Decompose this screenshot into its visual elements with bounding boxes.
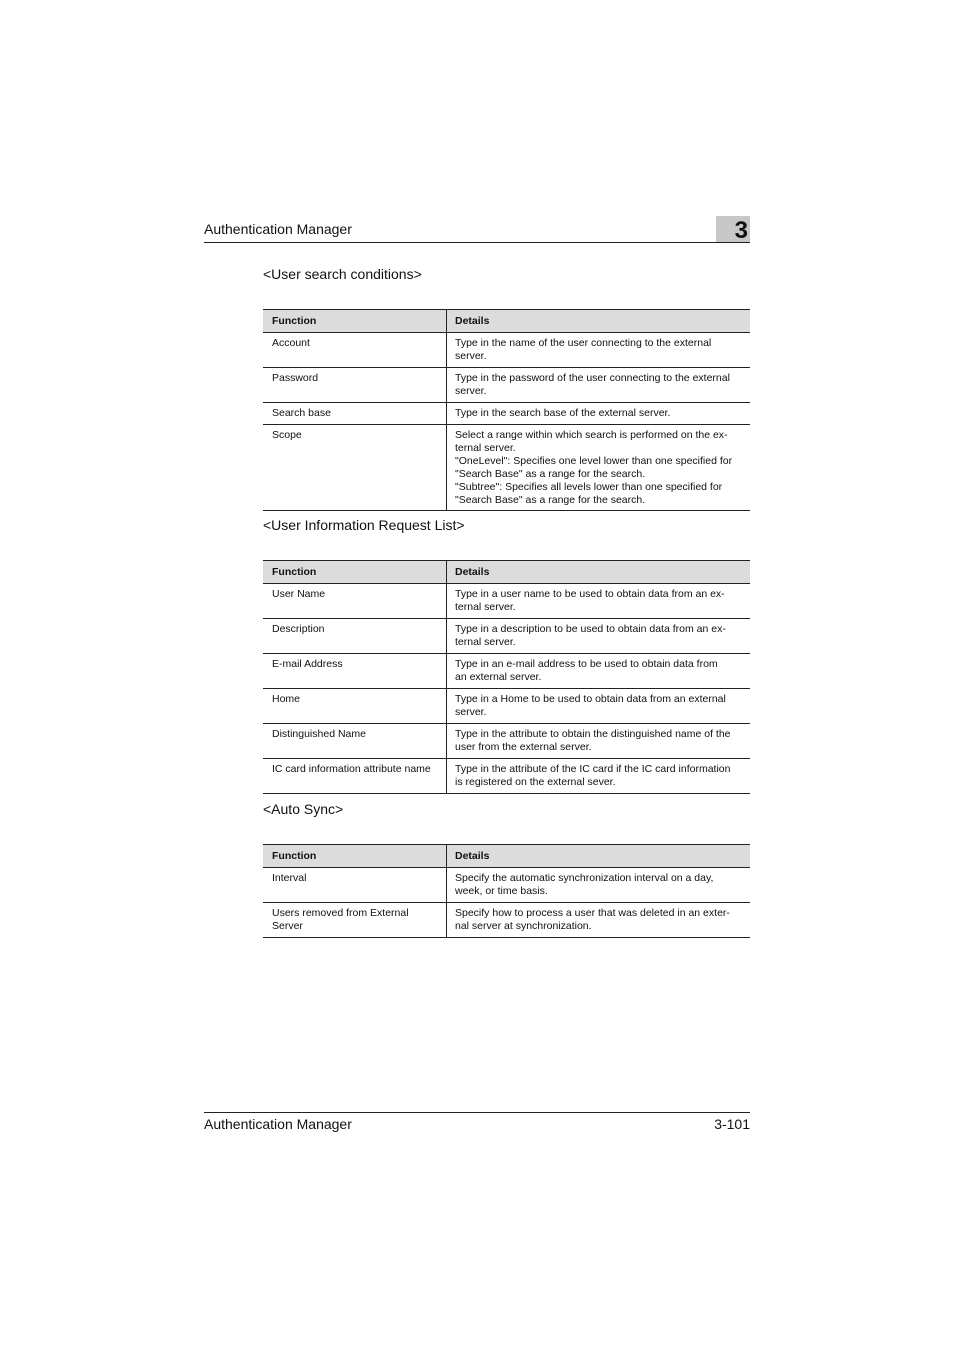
details-cell [447, 689, 751, 724]
details-line: Type in a user name to be used to obtain data from an ex- [455, 588, 725, 600]
details-line: server. [455, 385, 487, 397]
details-cell [447, 403, 751, 425]
details-line: Type in a Home to be used to obtain data from an external [455, 693, 726, 705]
table-row [263, 868, 750, 903]
footer-title: Authentication Manager [204, 1116, 352, 1132]
details-cell [447, 333, 751, 368]
details-cell [447, 654, 751, 689]
table-header-row [263, 561, 750, 584]
page-footer [204, 1112, 750, 1132]
details-line: Specify the automatic synchronization interval on a day, [455, 872, 714, 884]
details-cell [447, 759, 751, 794]
table-row [263, 724, 750, 759]
table-auto-sync [263, 844, 750, 938]
details-line: Type in the attribute to obtain the distinguished name of the [455, 728, 731, 740]
function-cell: Distinguished Name [263, 724, 447, 759]
details-line: user from the external server. [455, 741, 592, 753]
details-cell [447, 584, 751, 619]
details-line: Type in the name of the user connecting to the external [455, 337, 712, 349]
details-line: week, or time basis. [455, 885, 548, 897]
details-line: an external server. [455, 671, 542, 683]
column-header-details: Details [447, 561, 751, 584]
details-line: Select a range within which search is performed on the ex- [455, 429, 728, 441]
chapter-number: 3 [734, 217, 748, 244]
section-title-user-info-request: <User Information Request List> [263, 517, 465, 533]
details-line: Type in the attribute of the IC card if the IC card information [455, 763, 731, 775]
details-line: Type in the password of the user connecting to the external [455, 372, 730, 384]
table-row [263, 584, 750, 619]
function-cell: IC card information attribute name [263, 759, 447, 794]
function-cell: E-mail Address [263, 654, 447, 689]
details-cell [447, 903, 751, 938]
table-header-row [263, 310, 750, 333]
column-header-function: Function [263, 845, 447, 868]
table-row [263, 368, 750, 403]
details-line: Specify how to process a user that was deleted in an exter- [455, 907, 730, 919]
table-header-row [263, 845, 750, 868]
details-line: Type in a description to be used to obtain data from an ex- [455, 623, 726, 635]
function-cell: User Name [263, 584, 447, 619]
table-row [263, 403, 750, 425]
function-line: Server [272, 920, 303, 932]
details-line: server. [455, 350, 487, 362]
table-user-information-request-list [263, 560, 750, 794]
function-cell: Scope [263, 425, 447, 511]
table-row [263, 654, 750, 689]
function-cell [263, 868, 447, 903]
page-number: 3-101 [714, 1116, 750, 1132]
details-cell [447, 868, 751, 903]
function-line: Interval [272, 872, 307, 884]
details-line: Type in an e-mail address to be used to obtain data from [455, 658, 718, 670]
details-line: server. [455, 706, 487, 718]
details-cell [447, 619, 751, 654]
column-header-function: Function [263, 310, 447, 333]
header-title: Authentication Manager [204, 221, 352, 237]
details-line: "Search Base" as a range for the search. [455, 494, 646, 506]
function-cell: Description [263, 619, 447, 654]
section-title-user-search: <User search conditions> [263, 266, 422, 282]
table-row [263, 903, 750, 938]
details-line: "OneLevel": Specifies one level lower than one specified for [455, 455, 733, 467]
table-row [263, 425, 750, 511]
details-line: is registered on the external sever. [455, 776, 616, 788]
function-cell: Account [263, 333, 447, 368]
page-header [204, 216, 750, 243]
column-header-details: Details [447, 845, 751, 868]
details-cell [447, 425, 751, 511]
table-user-search-conditions [263, 309, 750, 511]
table-row [263, 759, 750, 794]
function-line: Users removed from External [272, 907, 409, 919]
column-header-details: Details [447, 310, 751, 333]
table-row [263, 689, 750, 724]
function-cell [263, 903, 447, 938]
details-line: ternal server. [455, 636, 516, 648]
details-cell [447, 724, 751, 759]
details-cell [447, 368, 751, 403]
section-title-auto-sync: <Auto Sync> [263, 801, 344, 817]
chapter-tab [716, 216, 750, 242]
column-header-function: Function [263, 561, 447, 584]
details-line: Type in the search base of the external server. [455, 407, 671, 419]
details-line: "Subtree": Specifies all levels lower than one specified for [455, 481, 723, 493]
table-row [263, 619, 750, 654]
function-cell: Search base [263, 403, 447, 425]
table-row [263, 333, 750, 368]
details-line: ternal server. [455, 601, 516, 613]
details-line: nal server at synchronization. [455, 920, 592, 932]
details-line: "Search Base" as a range for the search. [455, 468, 646, 480]
function-cell: Password [263, 368, 447, 403]
details-line: ternal server. [455, 442, 516, 454]
function-cell: Home [263, 689, 447, 724]
